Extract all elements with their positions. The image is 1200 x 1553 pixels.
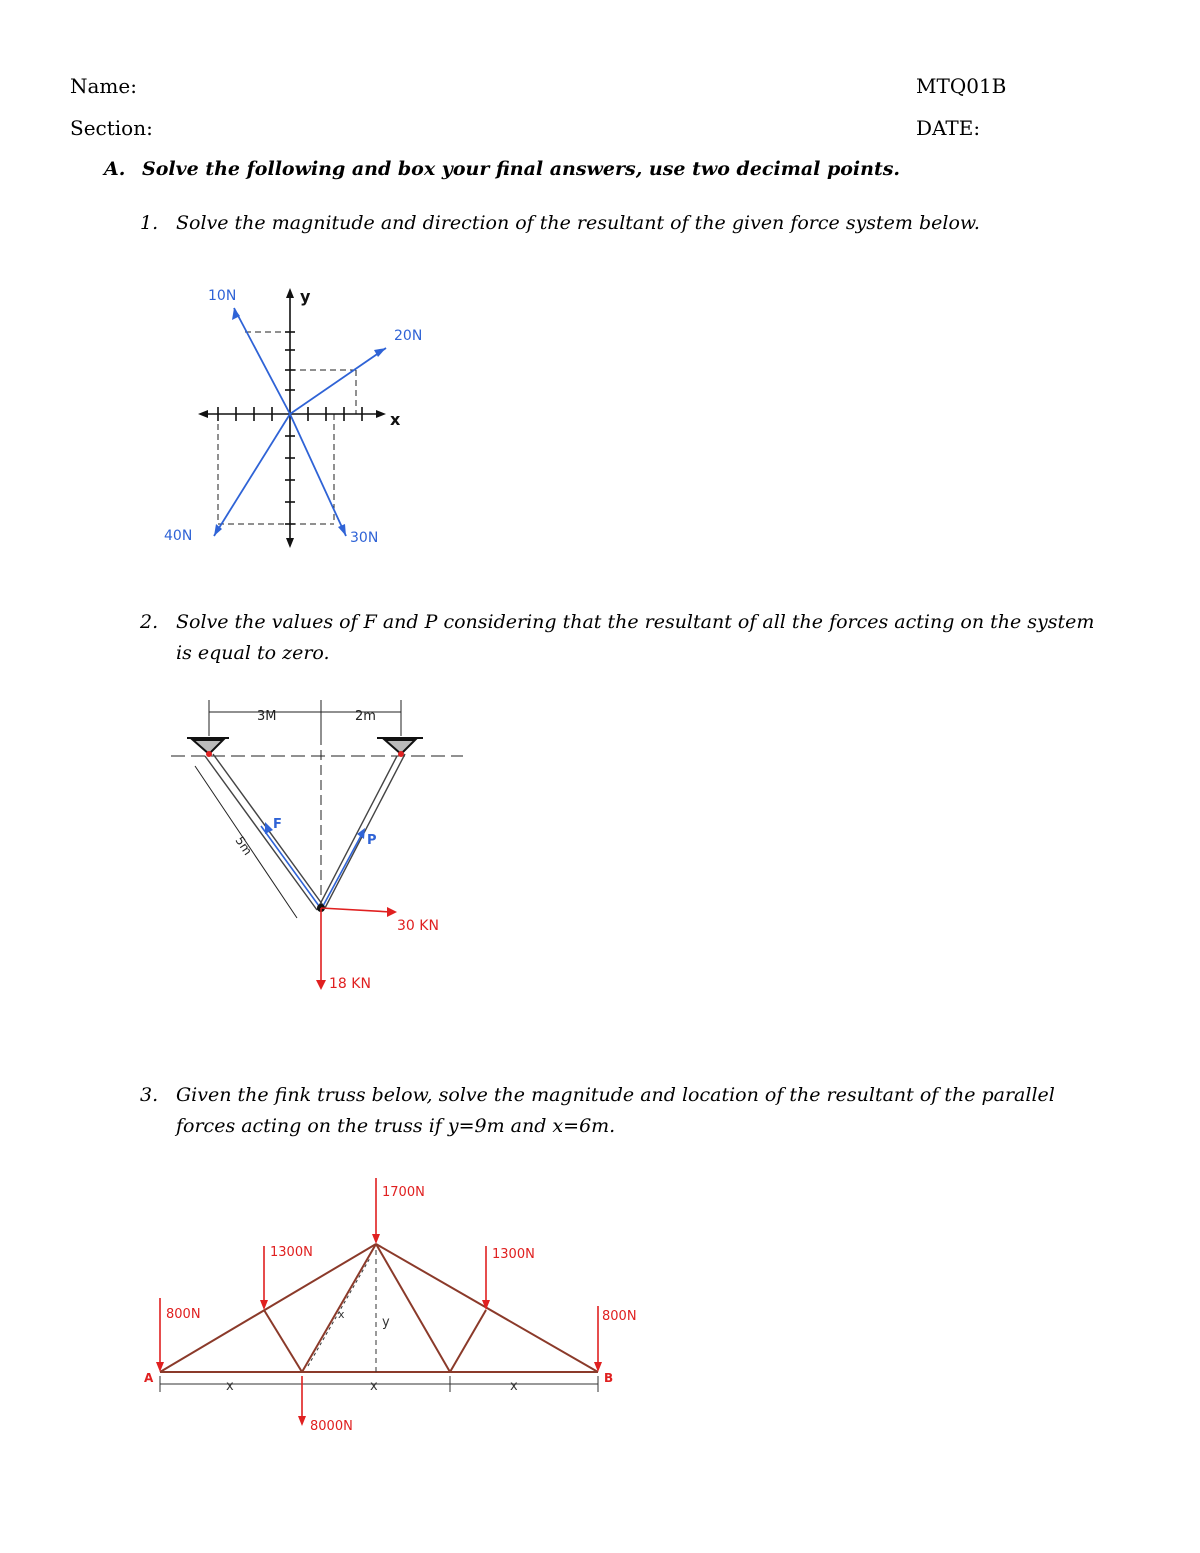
force-label-18kn: 18 KN: [329, 976, 371, 992]
force-label-20n: 20N: [394, 328, 423, 344]
dimension-5m: 5m: [232, 833, 255, 858]
force-label-10n: 10N: [208, 288, 237, 304]
load-label-800n-right: 800N: [602, 1309, 637, 1324]
figure-force-system: [150, 280, 450, 560]
instruction-letter: A.: [104, 158, 126, 180]
question-2: [140, 607, 1100, 669]
name-label: Name:: [70, 74, 137, 98]
dimension-x-3: x: [510, 1379, 518, 1394]
load-label-1300n-left: 1300N: [270, 1245, 313, 1260]
question-text: Given the fink truss below, solve the magnitude and location of the resultant of the parallel forces acting on the truss if y=9m and x=6m.: [176, 1084, 1055, 1137]
section-label: Section:: [70, 116, 153, 140]
document-code: MTQ01B: [916, 74, 1007, 98]
x-axis-label: x: [390, 410, 401, 429]
question-number: 3.: [140, 1084, 159, 1106]
force-label-p: P: [367, 833, 377, 848]
load-label-1700n: 1700N: [382, 1185, 425, 1200]
question-number: 1.: [140, 212, 159, 234]
force-label-f: F: [273, 817, 282, 832]
figure-fink-truss: [130, 1150, 640, 1450]
force-label-40n: 40N: [164, 528, 193, 544]
load-label-8000n: 8000N: [310, 1419, 353, 1434]
force-label-30n: 30N: [350, 530, 379, 546]
question-number: 2.: [140, 611, 159, 633]
support-label-b: B: [604, 1371, 614, 1385]
instruction: [104, 158, 900, 180]
dimension-3m: 3M: [257, 709, 277, 724]
question-3: [140, 1080, 1100, 1142]
question-text: Solve the values of F and P considering that the resultant of all the forces acting on the system is equal to zero.: [176, 611, 1095, 664]
force-label-30kn: 30 KN: [397, 918, 439, 934]
dimension-x-diagonal: x: [338, 1308, 345, 1321]
support-label-a: A: [144, 1371, 154, 1385]
dimension-2m: 2m: [355, 709, 376, 724]
figure-cable-system: [165, 690, 475, 1000]
dimension-x-1: x: [226, 1379, 234, 1394]
load-label-1300n-right: 1300N: [492, 1247, 535, 1262]
question-1: [140, 208, 1100, 239]
question-text: Solve the magnitude and direction of the resultant of the given force system below.: [176, 212, 980, 234]
dimension-y: y: [382, 1315, 390, 1330]
instruction-text: Solve the following and box your final answers, use two decimal points.: [141, 158, 901, 180]
y-axis-label: y: [300, 287, 311, 306]
load-label-800n-left: 800N: [166, 1307, 201, 1322]
dimension-x-2: x: [370, 1379, 378, 1394]
date-label: DATE:: [916, 116, 981, 140]
